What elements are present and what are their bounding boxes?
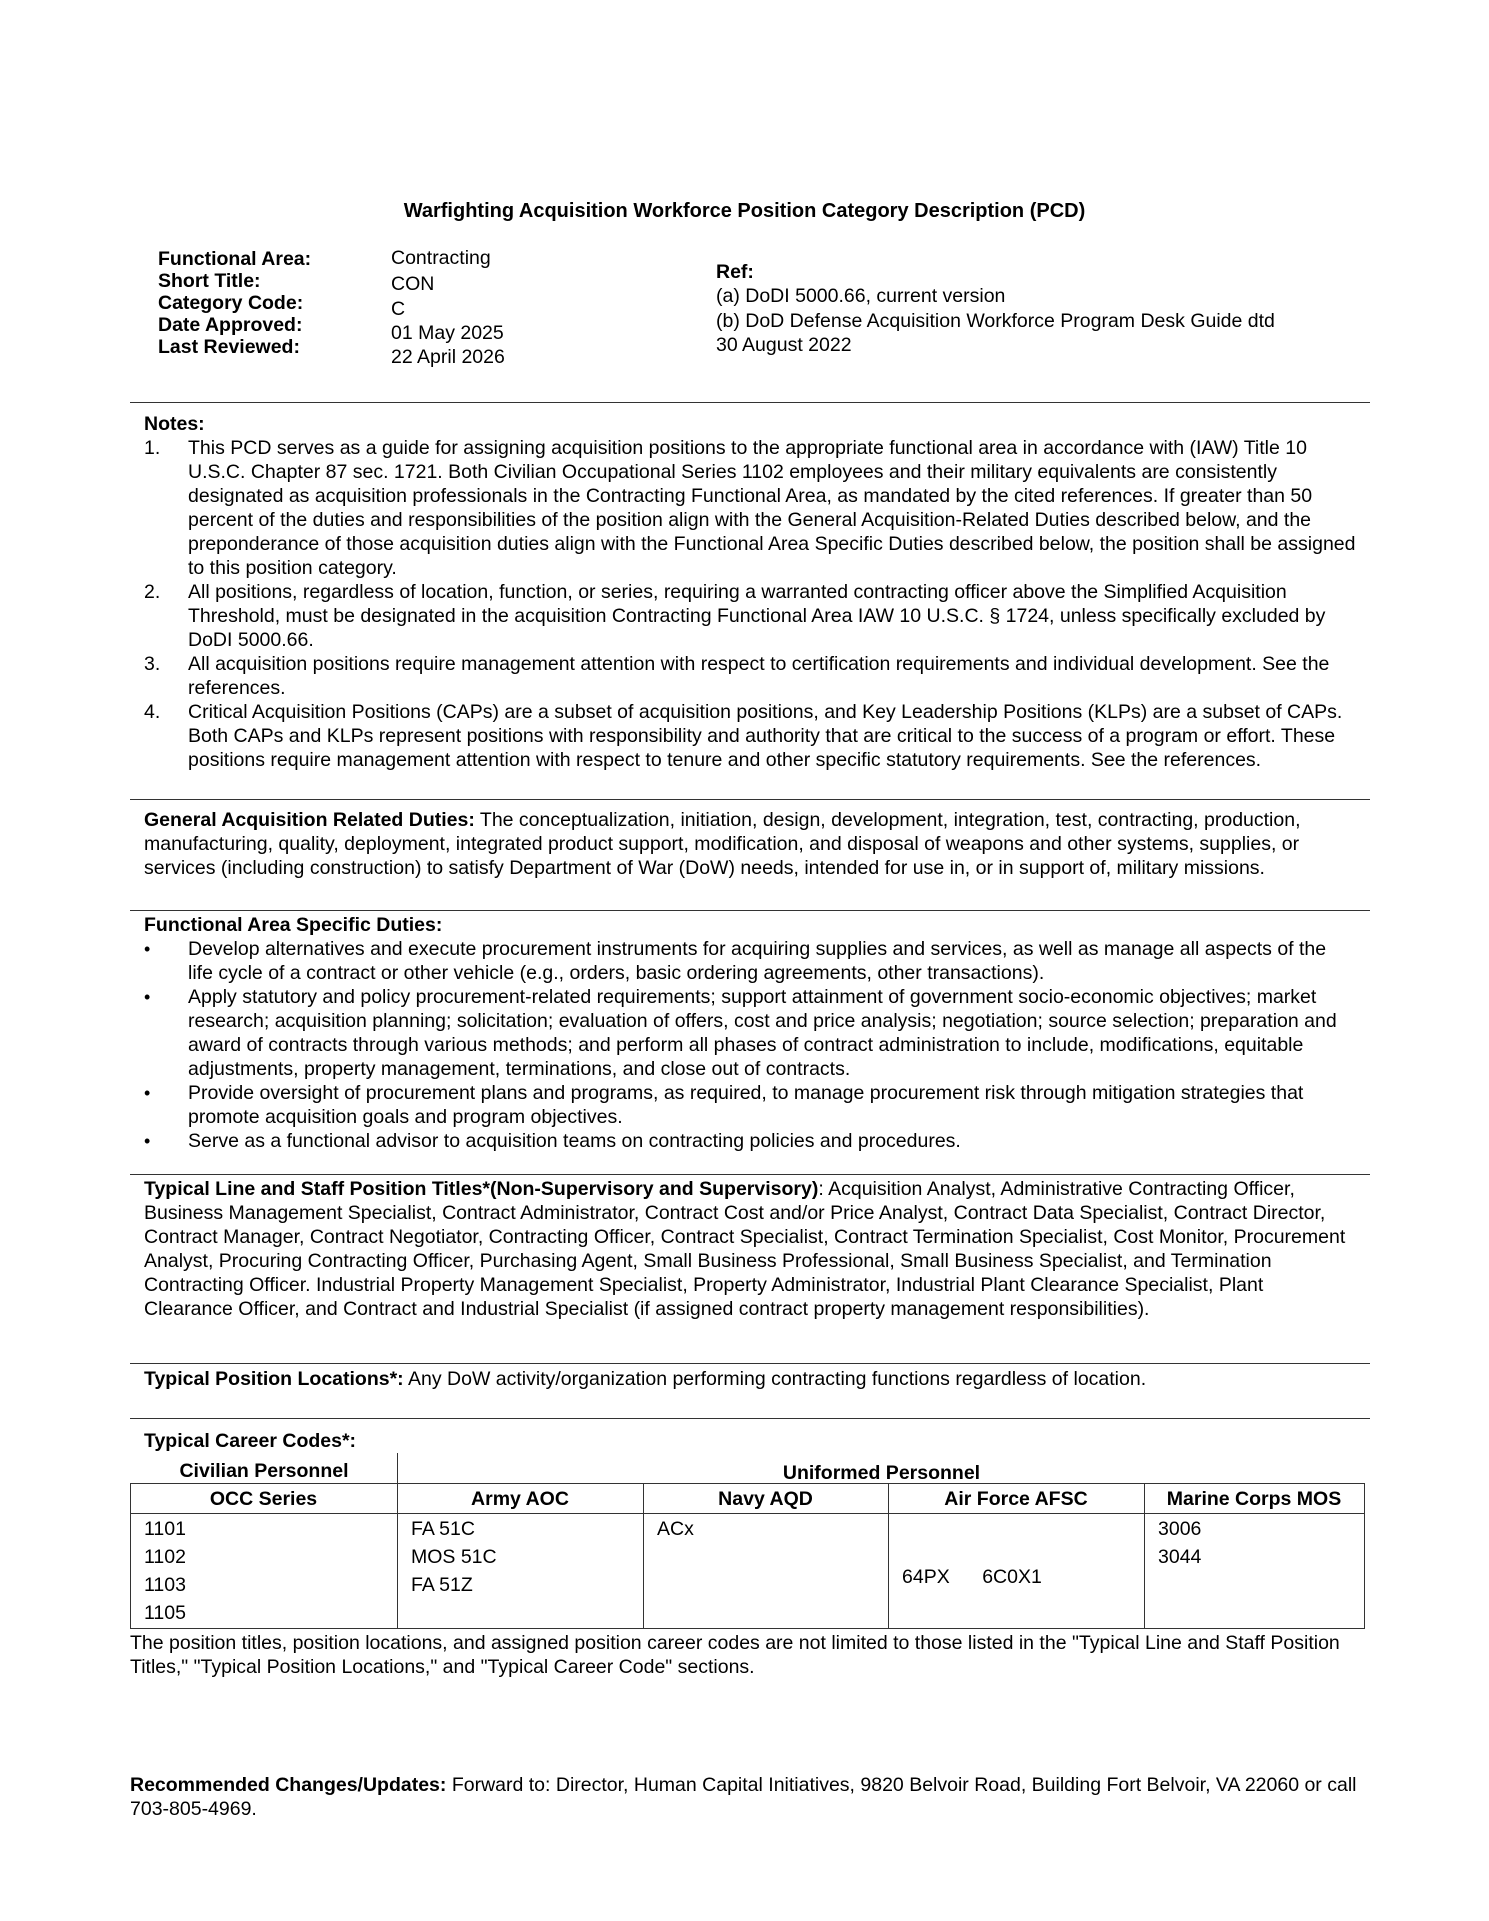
ref-line: 30 August 2022 xyxy=(716,334,852,356)
note-item xyxy=(144,652,1356,700)
list-item xyxy=(144,937,1356,985)
bullet: • xyxy=(144,939,151,959)
recommended-changes-label: Recommended Changes/Updates: xyxy=(130,1774,447,1796)
general-duties-text: The conceptualization, initiation, design, development, integration, test, contracting, production, manufacturing, quality, deployment, integrated product support, modification, and disposal of weapons and other systems, supplies, or services (including construction) to satisfy Department of War (DoW) needs, intended for use in, or in support of, military missions. xyxy=(144,809,1301,879)
column-header-marine-corps-mos: Marine Corps MOS xyxy=(1166,1488,1342,1510)
field-value-category-code: C xyxy=(391,298,406,320)
notes-list xyxy=(144,436,1356,772)
table-cell: 1105 xyxy=(144,1602,186,1624)
document-title: Warfighting Acquisition Workforce Position Category Description (PCD) xyxy=(403,200,1086,222)
note-text: Critical Acquisition Positions (CAPs) are a subset of acquisition positions, and Key Leadership Positions (KLPs) are a subset of CAPs. Both CAPs and KLPs represent positions with responsibility and authority that are critical to the success of a program or effort. These positions require management attention with respect to tenure and other specific statutory requirements. See the references. xyxy=(188,701,1343,771)
table-cell: 1103 xyxy=(144,1574,186,1596)
list-item xyxy=(144,1129,1356,1153)
position-titles-text: : Acquisition Analyst, Administrative Contracting Officer, Business Management Specialist, Contract Administrator, Contract Cost and/or Price Analyst, Contract Data Specialist, Contract Director, Contract Manager, Contract Negotiator, Contracting Officer, Contract Specialist, Contract Termination Specialist, Cost Monitor, Procurement Analyst, Procuring Contracting Officer, Purchasing Agent, Small Business Professional, Small Business Specialist, and Termination Contracting Officer. Industrial Property Management Specialist, Property Administrator, Industrial Plant Clearance Specialist, Plant Clearance Officer, and Contract and Industrial Specialist (if assigned contract property management responsibilities). xyxy=(144,1178,1346,1320)
divider xyxy=(130,1363,1370,1364)
table-border xyxy=(1364,1483,1365,1628)
field-label-category-code: Category Code: xyxy=(158,292,304,314)
locations-text: Any DoW activity/organization performing contracting functions regardless of location. xyxy=(403,1368,1147,1390)
bullet: • xyxy=(144,1131,151,1151)
navy-aqd-cell xyxy=(657,1515,694,1543)
recommended-changes-text: Forward to: Director, Human Capital Initiatives, 9820 Belvoir Road, Building Fort Belvoir, VA 22060 or call 703-805-4969. xyxy=(130,1774,1357,1820)
table-border xyxy=(397,1453,398,1628)
specific-duties-heading: Functional Area Specific Duties: xyxy=(144,914,443,936)
table-border xyxy=(130,1628,1365,1629)
table-cell: 3006 xyxy=(1158,1518,1202,1540)
marine-corps-mos-cell xyxy=(1158,1515,1201,1571)
note-text: All positions, regardless of location, function, or series, requiring a warranted contracting officer above the Simplified Acquisition Threshold, must be designated in the acquisition Contracting Functional Area IAW 10 U.S.C. § 1724, unless specifically excluded by DoDI 5000.66. xyxy=(188,581,1326,651)
locations-label: Typical Position Locations*: xyxy=(144,1368,404,1390)
ref-line: (b) DoD Defense Acquisition Workforce Program Desk Guide dtd xyxy=(716,310,1275,332)
general-duties-label: General Acquisition Related Duties: xyxy=(144,809,475,831)
uniformed-personnel-heading: Uniformed Personnel xyxy=(782,1462,981,1484)
air-force-afsc-cell xyxy=(902,1515,1042,1639)
table-cell: MOS 51C xyxy=(411,1546,497,1568)
specific-duties-list xyxy=(144,937,1356,1153)
field-label-functional-area: Functional Area: xyxy=(158,248,312,270)
general-duties-section xyxy=(144,808,1356,880)
recommended-changes xyxy=(130,1773,1370,1821)
table-border xyxy=(130,1513,1365,1514)
divider xyxy=(130,402,1370,403)
table-cell: 1101 xyxy=(144,1518,186,1540)
column-header-navy-aqd: Navy AQD xyxy=(718,1488,813,1510)
occ-series-cell xyxy=(144,1515,186,1627)
table-cell: FA 51Z xyxy=(411,1574,473,1596)
ref-label: Ref: xyxy=(716,261,754,283)
field-value-last-reviewed: 22 April 2026 xyxy=(391,346,505,368)
duty-text: Serve as a functional advisor to acquisition teams on contracting policies and procedures. xyxy=(188,1130,961,1152)
note-number: 3. xyxy=(144,653,161,675)
ref-line: (a) DoDI 5000.66, current version xyxy=(716,285,1006,307)
army-aoc-cell xyxy=(411,1515,497,1599)
table-cell: 64PX 6C0X1 xyxy=(902,1566,1042,1588)
divider xyxy=(130,1174,1370,1175)
specific-duties-section xyxy=(144,913,1356,1153)
divider xyxy=(130,799,1370,800)
position-titles-label: Typical Line and Staff Position Titles*( xyxy=(144,1178,497,1200)
position-titles-label-qualifier: Non-Supervisory and Supervisory) xyxy=(496,1178,819,1200)
note-item xyxy=(144,700,1356,772)
civilian-personnel-heading: Civilian Personnel xyxy=(179,1460,349,1482)
note-number: 4. xyxy=(144,701,161,723)
field-label-last-reviewed: Last Reviewed: xyxy=(158,336,300,358)
duty-text: Apply statutory and policy procurement-related requirements; support attainment of government socio-economic objectives; market research; acquisition planning; solicitation; evaluation of offers, cost and price analysis; negotiation; source selection; preparation and award of contracts through various methods; and perform all phases of contract administration to include, modifications, equitable adjustments, property management, terminations, and close out of contracts. xyxy=(188,986,1337,1080)
note-number: 2. xyxy=(144,581,161,603)
column-header-army-aoc: Army AOC xyxy=(471,1488,569,1510)
field-label-short-title: Short Title: xyxy=(158,270,261,292)
career-codes-heading: Typical Career Codes*: xyxy=(144,1430,357,1452)
duty-text: Develop alternatives and execute procurement instruments for acquiring supplies and services, as well as manage all aspects of the life cycle of a contract or other vehicle (e.g., orders, basic ordering agreements, other transactions). xyxy=(188,938,1327,984)
list-item xyxy=(144,1081,1356,1129)
table-cell: 1102 xyxy=(144,1546,186,1568)
list-item xyxy=(144,985,1356,1081)
bullet: • xyxy=(144,987,151,1007)
position-titles-section xyxy=(144,1177,1356,1321)
table-cell: ACx xyxy=(657,1518,694,1540)
note-number: 1. xyxy=(144,437,161,459)
field-label-date-approved: Date Approved: xyxy=(158,314,303,336)
duty-text: Provide oversight of procurement plans and programs, as required, to manage procurement risk through mitigation strategies that promote acquisition goals and program objectives. xyxy=(188,1082,1304,1128)
locations-section xyxy=(144,1367,1356,1391)
bullet: • xyxy=(144,1083,151,1103)
field-value-short-title: CON xyxy=(391,273,435,295)
column-header-occ-series: OCC Series xyxy=(209,1488,318,1510)
career-codes-footnote: The position titles, position locations, and assigned position career codes are not limited to those listed in the "Typical Line and Staff Position Titles," "Typical Position Locations," and "Typical Career Code" sections. xyxy=(130,1632,1340,1678)
note-item xyxy=(144,436,1356,580)
divider xyxy=(130,1418,1370,1419)
notes-heading: Notes: xyxy=(144,413,205,435)
divider xyxy=(130,910,1370,911)
note-item xyxy=(144,580,1356,652)
note-text: This PCD serves as a guide for assigning acquisition positions to the appropriate functional area in accordance with (IAW) Title 10 U.S.C. Chapter 87 sec. 1721. Both Civilian Occupational Series 1102 employees and their military equivalents are consistently designated as acquisition professionals in the Contracting Functional Area, as mandated by the cited references. If greater than 50 percent of the duties and responsibilities of the position align with the General Acquisition-Related Duties described below, and the preponderance of those acquisition duties align with the Functional Area Specific Duties described below, the position shall be assigned to this position category. xyxy=(188,437,1356,579)
column-header-air-force-afsc: Air Force AFSC xyxy=(944,1488,1088,1510)
field-value-functional-area: Contracting xyxy=(391,247,491,269)
field-value-date-approved: 01 May 2025 xyxy=(391,322,504,344)
notes-section xyxy=(144,412,1356,772)
table-cell: 3044 xyxy=(1158,1546,1202,1568)
table-border xyxy=(130,1483,1365,1484)
table-cell: FA 51C xyxy=(411,1518,475,1540)
note-text: All acquisition positions require management attention with respect to certification requirements and individual development. See the references. xyxy=(188,653,1330,699)
